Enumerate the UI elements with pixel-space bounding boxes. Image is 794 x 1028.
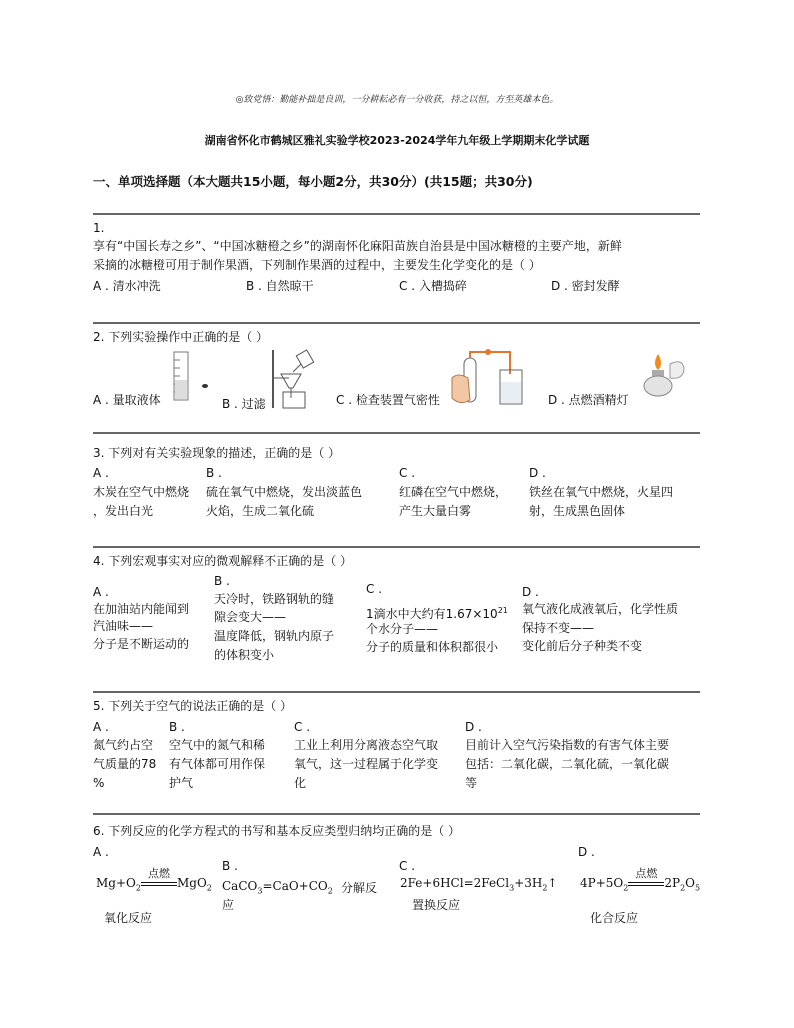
q4-option-b-line3[interactable]: 温度降低，钢轨内原子 [214,629,335,643]
q6-option-c-equation[interactable]: $2Fe+6HCl=2FeCl_3+3H_2↑$ [400,876,558,893]
q5-option-c-line3[interactable]: 化 [294,776,307,790]
q3-option-b-line2[interactable]: 火焰，生成二氧化硫 [206,504,315,518]
q1-option-c[interactable]: C . 入槽捣碎 [399,279,467,293]
q5-option-c-line2[interactable]: 氧气，这一过程属于化学变 [294,757,439,771]
q4-option-d-line2[interactable]: 保持不变—— [522,621,595,635]
q5-letter-b[interactable]: B . [169,720,185,734]
q4-option-d-line1[interactable]: 氧气液化成液氧后，化学性质 [522,602,679,616]
q5-option-d-line3[interactable]: 等 [465,776,478,790]
q1-stem-line1: 享有“中国长寿之乡”、“中国冰糖橙之乡”的湖南怀化麻阳苗族自治县是中国冰糖橙的主要产地，新鲜 [93,239,622,253]
q4-letter-c[interactable]: C . [366,582,383,596]
q2-option-d[interactable]: D . 点燃酒精灯 [548,393,629,407]
q3-letter-a[interactable]: A . [93,466,109,480]
q4-option-a-line1[interactable]: 在加油站内能闻到 [93,602,190,616]
q6-option-d-type[interactable]: 化合反应 [590,911,639,925]
motto: ◎致党悟：勤能补拙是良训，一分耕耘必有一分收获，持之以恒，方至英雄本色。 [235,95,559,105]
q5-option-a-line3[interactable]: % [93,776,105,790]
q1-option-a[interactable]: A . 清水冲洗 [93,279,161,293]
q3-option-c-line1[interactable]: 红磷在空气中燃烧， [399,485,508,499]
q4-letter-d[interactable]: D . [522,585,539,599]
q5-option-b-line3[interactable]: 护气 [169,776,194,790]
divider [93,813,700,815]
q2-option-a[interactable]: A . 量取液体 [93,393,161,407]
q4-option-a-line3[interactable]: 分子是不断运动的 [93,637,190,651]
q5-letter-a[interactable]: A . [93,720,109,734]
q6-option-d-equation[interactable]: $4P+5O_2$ 点燃 $2P_2O_5$ [580,867,701,893]
q6-option-b-equation[interactable]: $CaCO_3=CaO+CO_2$ [222,879,333,896]
q1-option-b[interactable]: B . 自然晾干 [246,279,314,293]
divider [93,213,700,215]
page-title: 湖南省怀化市鹤城区雅礼实验学校2023-2024学年九年级上学期期末化学试题 [204,134,590,147]
q5-option-a-line2[interactable]: 气质量的78 [93,757,157,771]
q3-stem: 3. 下列对有关实验现象的描述，正确的是（ ） [93,446,341,460]
q6-letter-c[interactable]: C . [399,859,416,873]
divider [93,691,700,693]
graduated-cylinder-icon [170,350,215,405]
q6-option-a-equation[interactable]: $Mg+O_2$ 点燃 MgO$_2$ [96,867,212,893]
q5-option-b-line1[interactable]: 空气中的氮气和稀 [169,738,266,752]
q4-option-d-line3[interactable]: 变化前后分子种类不变 [522,639,643,653]
q3-letter-d[interactable]: D . [529,466,546,480]
q1-number: 1. [93,221,105,235]
q6-letter-a[interactable]: A . [93,845,109,859]
q3-letter-b[interactable]: B . [206,466,222,480]
q4-letter-a[interactable]: A . [93,585,109,599]
q5-option-d-line1[interactable]: 目前计入空气污染指数的有害气体主要 [465,738,670,752]
q2-stem: 2. 下列实验操作中正确的是（ ） [93,330,269,344]
q4-stem: 4. 下列宏观事实对应的微观解释不正确的是（ ） [93,554,353,568]
q1-option-d[interactable]: D . 密封发酵 [551,279,620,293]
alcohol-lamp-icon [640,350,690,400]
q5-letter-c[interactable]: C . [294,720,311,734]
section-heading: 一、单项选择题（本大题共15小题，每小题2分，共30分）(共15题；共30分) [93,174,533,189]
q3-option-a-line1[interactable]: 木炭在空气中燃烧 [93,485,190,499]
q2-option-b[interactable]: B . 过滤 [222,397,266,411]
q3-option-b-line1[interactable]: 硫在氧气中燃烧，发出淡蓝色 [206,485,363,499]
q5-letter-d[interactable]: D . [465,720,482,734]
divider [93,546,700,548]
q3-option-a-line2[interactable]: ，发出白光 [93,504,154,518]
q3-option-d-line2[interactable]: 射，生成黑色固体 [529,504,626,518]
q6-option-b-type-line1[interactable]: 分解反 [341,881,378,895]
q6-option-c-type[interactable]: 置换反应 [412,898,461,912]
q4-option-b-line4[interactable]: 的体积变小 [214,648,275,662]
q6-letter-d[interactable]: D . [578,845,595,859]
q4-option-c-line2[interactable]: 个水分子—— [366,622,439,636]
q5-option-c-line1[interactable]: 工业上利用分离液态空气取 [294,738,439,752]
q4-option-b-line1[interactable]: 天冷时，铁路钢轨的缝 [214,592,335,606]
q4-option-c-line1[interactable]: 1滴水中大约有$1.67\times 10^{21}$ [366,606,508,621]
q6-stem: 6. 下列反应的化学方程式的书写和基本反应类型归纳均正确的是（ ） [93,824,461,838]
q3-option-c-line2[interactable]: 产生大量白雾 [399,504,472,518]
q5-stem: 5. 下列关于空气的说法正确的是（ ） [93,699,293,713]
q4-option-b-line2[interactable]: 隙会变大—— [214,610,287,624]
q4-option-a-line2[interactable]: 汽油味—— [93,619,154,633]
q3-letter-c[interactable]: C . [399,466,416,480]
q6-letter-b[interactable]: B . [222,859,238,873]
q2-option-c[interactable]: C . 检查装置气密性 [336,393,440,407]
divider [93,322,700,324]
q6-option-a-type[interactable]: 氧化反应 [104,911,153,925]
divider [93,432,700,434]
q5-option-d-line2[interactable]: 包括：二氧化碳，二氧化硫，一氧化碳 [465,757,670,771]
q3-option-d-line1[interactable]: 铁丝在氧气中燃烧，火星四 [529,485,674,499]
q5-option-a-line1[interactable]: 氮气约占空 [93,738,154,752]
airtightness-check-icon [448,348,528,410]
q1-stem-line2: 采摘的冰糖橙可用于制作果酒，下列制作果酒的过程中，主要发生化学变化的是（ ） [93,258,541,272]
q5-option-b-line2[interactable]: 有气体都可用作保 [169,757,266,771]
filtration-icon [255,348,325,410]
q4-letter-b[interactable]: B . [214,574,230,588]
q6-option-b-type-line2[interactable]: 应 [222,898,235,912]
q4-option-c-line3[interactable]: 分子的质量和体积都很小 [366,640,499,654]
